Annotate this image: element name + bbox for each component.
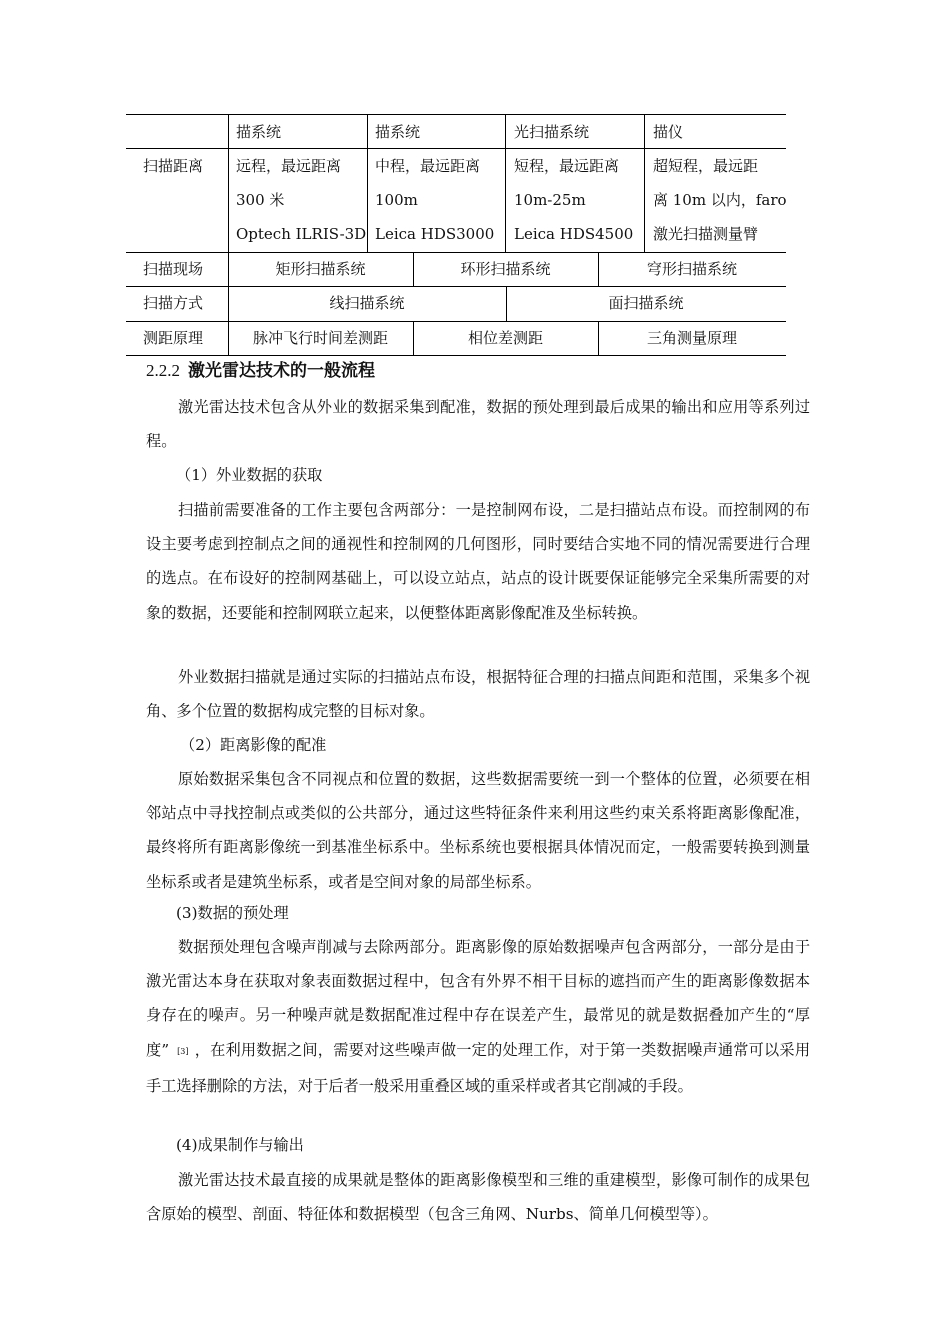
table-cell: 三角测量原理	[646, 329, 737, 347]
paragraph-output: 激光雷达技术最直接的成果就是整体的距离影像模型和三维的重建模型，影像可制作的成果包含原始的模型、剖面、特征体和数据模型（包含三角网、Nurbs、简单几何模型等）。	[146, 1171, 810, 1224]
row-label: 扫描现场	[143, 260, 204, 278]
table-rule	[126, 114, 786, 115]
section-title: 激光雷达技术的一般流程	[188, 361, 375, 381]
table-rule	[505, 114, 506, 252]
paragraph-preprocessing	[146, 930, 810, 1103]
table-header-cell: 光扫描系统	[514, 123, 590, 141]
row-label: 测距原理	[143, 329, 204, 347]
row-label: 扫描方式	[143, 294, 204, 312]
subheading-acquisition: （1）外业数据的获取	[176, 466, 323, 484]
table-header-cell: 描系统	[236, 123, 282, 141]
section-heading	[146, 356, 375, 386]
row-label: 扫描距离	[143, 157, 204, 175]
table-cell: 环形扫描系统	[460, 260, 551, 278]
subheading-preprocessing: (3)数据的预处理	[176, 904, 289, 922]
paragraph-registration: 原始数据采集包含不同视点和位置的数据，这些数据需要统一到一个整体的位置，必须要在相邻站点中寻找控制点或类似的公共部分，通过这些特征条件来利用这些约束关系将距离影像配准，最终将所有距离影像统一到基准坐标系中。坐标系统也要根据具体情况而定，一般需要转换到测量坐标系或者是建筑坐标系，或者是空间对象的局部坐标系。	[146, 770, 810, 891]
table-cell: 线扫描系统	[329, 294, 405, 312]
table-header-cell: 描仪	[653, 123, 684, 141]
section-number: 2.2.2	[146, 361, 180, 380]
table-cell: 相位差测距	[467, 329, 543, 347]
subheading-output: (4)成果制作与输出	[176, 1136, 304, 1154]
table-cell: Leica HDS4500	[514, 225, 634, 243]
table-cell: Leica HDS3000	[375, 225, 495, 243]
paragraph-intro: 激光雷达技术包含从外业的数据采集到配准，数据的预处理到最后成果的输出和应用等系列过程。	[146, 398, 810, 451]
table-cell: 激光扫描测量臂	[653, 225, 759, 243]
table-cell: 远程，最远距离	[236, 157, 342, 175]
paragraph-text: 数据预处理包含噪声削减与去除两部分。距离影像的原始数据噪声包含两部分，一部分是由于激光雷达本身在获取对象表面数据过程中，包含有外界不相干目标的遮挡而产生的距离影像数据本身存在的噪声。另一种噪声就是数据配准过程中存在误差产生，最常见的就是数据叠加产生的“厚度”	[146, 938, 810, 1059]
table-rule	[367, 114, 368, 252]
table-cell: 短程，最远距离	[514, 157, 620, 175]
paragraph-field-scan: 外业数据扫描就是通过实际的扫描站点布设，根据特征合理的扫描点间距和范围，采集多个视角、多个位置的数据构成完整的目标对象。	[146, 668, 810, 721]
table-cell: 中程，最远距离	[375, 157, 481, 175]
table-cell: 矩形扫描系统	[275, 260, 366, 278]
table-cell: Optech ILRIS-3D	[236, 225, 367, 243]
table-cell: 离 10m 以内，faro	[653, 191, 787, 209]
paragraph-acquisition: 扫描前需要准备的工作主要包含两部分：一是控制网布设，二是扫描站点布设。而控制网的布设主要考虑到控制点之间的通视性和控制网的几何图形，同时要结合实地不同的情况需要进行合理的选点。在布设好的控制网基础上，可以设立站点，站点的设计既要保证能够完全采集所需要的对象的数据，还要能和控制网联立起来，以便整体距离影像配准及坐标转换。	[146, 501, 810, 622]
table-cell: 面扫描系统	[608, 294, 684, 312]
table-header-cell: 描系统	[375, 123, 421, 141]
table-cell: 超短程，最远距	[653, 157, 759, 175]
scanner-classification-table	[126, 114, 786, 356]
table-cell: 10m-25m	[514, 191, 586, 209]
table-rule	[644, 114, 645, 252]
table-cell: 100m	[375, 191, 418, 209]
table-cell: 穹形扫描系统	[646, 260, 737, 278]
paragraph-text: ，在利用数据之间，需要对这些噪声做一定的处理工作，对于第一类数据噪声通常可以采用手工选择删除的方法，对于后者一般采用重叠区域的重采样或者其它削减的手段。	[146, 1040, 811, 1095]
table-cell: 脉冲飞行时间差测距	[252, 329, 388, 347]
subheading-registration: （2）距离影像的配准	[180, 736, 327, 754]
table-cell: 300 米	[236, 191, 285, 209]
citation-ref[interactable]: [3]	[177, 1046, 189, 1056]
